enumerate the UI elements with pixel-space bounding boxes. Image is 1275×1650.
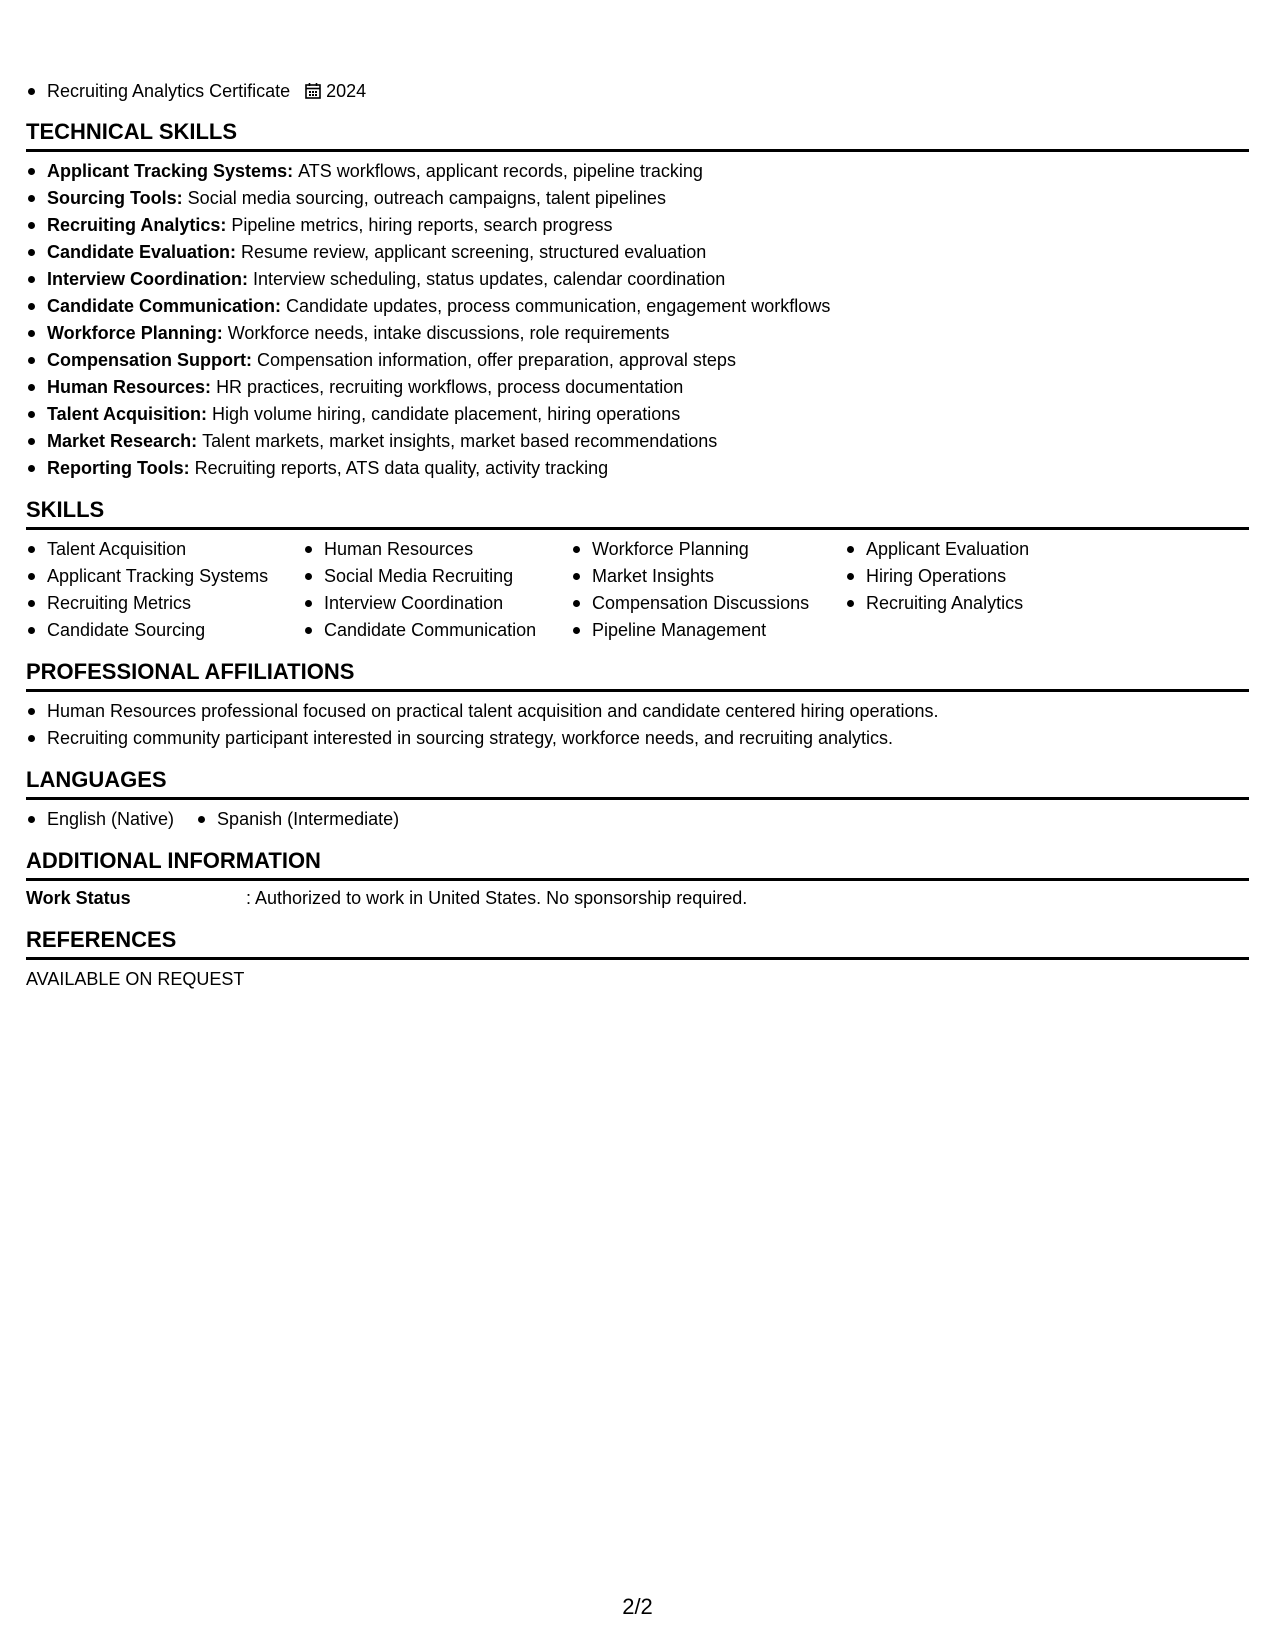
work-status-value: : Authorized to work in United States. No sponsorship required.: [246, 888, 748, 908]
bullet: [28, 708, 35, 715]
bullet: [847, 600, 854, 607]
skill-label: Applicant Tracking Systems:: [47, 161, 294, 181]
work-status-row: [26, 885, 1249, 912]
list-item: [26, 185, 1249, 212]
list-item: [26, 698, 1249, 725]
certificate-year: 2024: [326, 80, 367, 101]
bullet: [28, 438, 35, 445]
page-number: 2/2: [622, 1594, 653, 1619]
skill-label: Compensation Support:: [47, 350, 252, 370]
list-item: [571, 563, 845, 590]
references-section: [26, 926, 1249, 993]
skill-name: Social Media Recruiting: [324, 566, 514, 586]
skill-text: Pipeline metrics, hiring reports, search progress: [231, 215, 613, 235]
skills-section: [26, 496, 1249, 644]
bullet: [847, 573, 854, 580]
list-item: [571, 590, 845, 617]
bullet: [573, 546, 580, 553]
bullet: [28, 627, 35, 634]
list-item: [303, 617, 571, 644]
skill-label: Market Research:: [47, 431, 198, 451]
list-item: [26, 212, 1249, 239]
skill-label: Reporting Tools:: [47, 458, 190, 478]
skills-column: [303, 536, 571, 644]
affiliations-list: [26, 698, 1249, 752]
skills-column: [26, 536, 303, 644]
list-item: [845, 590, 1095, 617]
skill-text: HR practices, recruiting workflows, process documentation: [216, 377, 684, 397]
list-item: [26, 239, 1249, 266]
languages-list: [26, 806, 1249, 833]
skill-label: Candidate Communication:: [47, 296, 282, 316]
bullet: [305, 573, 312, 580]
resume-page: [26, 78, 1249, 993]
list-item: [26, 590, 303, 617]
bullet: [28, 465, 35, 472]
list-item: [26, 293, 1249, 320]
skill-name: Candidate Sourcing: [47, 620, 206, 640]
section-heading: SKILLS: [26, 496, 1249, 530]
list-item: [26, 347, 1249, 374]
calendar-icon: [304, 82, 322, 100]
skill-name: Compensation Discussions: [592, 593, 810, 613]
skill-text: Workforce needs, intake discussions, role requirements: [227, 323, 670, 343]
skill-text: High volume hiring, candidate placement, hiring operations: [212, 404, 681, 424]
additional-info-section: [26, 847, 1249, 912]
list-item: [26, 617, 303, 644]
bullet: [573, 600, 580, 607]
skill-label: Candidate Evaluation:: [47, 242, 237, 262]
bullet: [28, 249, 35, 256]
list-item: [303, 590, 571, 617]
language-name: English (Native): [47, 809, 175, 829]
certificate-item: [26, 78, 1249, 104]
list-item: [26, 320, 1249, 347]
skill-text: Candidate updates, process communication, engagement workflows: [286, 296, 831, 316]
bullet: [28, 816, 35, 823]
skill-name: Applicant Evaluation: [866, 539, 1030, 559]
bullet: [28, 546, 35, 553]
list-item: [845, 536, 1095, 563]
bullet: [28, 168, 35, 175]
skill-name: Workforce Planning: [592, 539, 749, 559]
bullet: [28, 573, 35, 580]
section-heading: LANGUAGES: [26, 766, 1249, 800]
skill-label: Human Resources:: [47, 377, 212, 397]
skill-text: ATS workflows, applicant records, pipeline tracking: [298, 161, 703, 181]
bullet: [28, 411, 35, 418]
list-item: [26, 563, 303, 590]
list-item: [845, 563, 1095, 590]
list-item: [26, 158, 1249, 185]
skills-column: [571, 536, 845, 644]
bullet: [305, 627, 312, 634]
skill-label: Recruiting Analytics:: [47, 215, 227, 235]
list-item: [303, 536, 571, 563]
skill-label: Interview Coordination:: [47, 269, 249, 289]
work-status-label: Work Status: [26, 888, 131, 908]
list-item: [26, 428, 1249, 455]
affiliation-text: Human Resources professional focused on practical talent acquisition and candidate centered hiring operations.: [47, 701, 939, 721]
skill-text: Talent markets, market insights, market based recommendations: [202, 431, 718, 451]
bullet: [28, 735, 35, 742]
skill-text: Recruiting reports, ATS data quality, activity tracking: [194, 458, 609, 478]
languages-section: [26, 766, 1249, 833]
bullet: [28, 357, 35, 364]
list-item: [303, 563, 571, 590]
skill-text: Interview scheduling, status updates, calendar coordination: [253, 269, 726, 289]
language-name: Spanish (Intermediate): [217, 809, 400, 829]
skill-name: Talent Acquisition: [47, 539, 187, 559]
affiliations-section: [26, 658, 1249, 752]
references-text: AVAILABLE ON REQUEST: [26, 969, 245, 989]
list-item: [26, 725, 1249, 752]
skill-name: Human Resources: [324, 539, 474, 559]
affiliation-text: Recruiting community participant interested in sourcing strategy, workforce needs, and recruiting analytics.: [47, 728, 894, 748]
list-item: [26, 374, 1249, 401]
skill-text: Compensation information, offer preparation, approval steps: [257, 350, 736, 370]
list-item: [196, 806, 399, 833]
section-heading: ADDITIONAL INFORMATION: [26, 847, 1249, 881]
bullet: [28, 600, 35, 607]
bullet: [28, 222, 35, 229]
list-item: [26, 401, 1249, 428]
section-heading: TECHNICAL SKILLS: [26, 118, 1249, 152]
bullet: [305, 546, 312, 553]
skill-name: Recruiting Metrics: [47, 593, 192, 613]
bullet: [847, 546, 854, 553]
bullet: [28, 88, 35, 95]
bullet: [573, 627, 580, 634]
section-heading: PROFESSIONAL AFFILIATIONS: [26, 658, 1249, 692]
skill-text: Social media sourcing, outreach campaigns, talent pipelines: [187, 188, 666, 208]
bullet: [28, 276, 35, 283]
list-item: [26, 536, 303, 563]
skill-name: Market Insights: [592, 566, 715, 586]
list-item: [26, 806, 174, 833]
skill-name: Hiring Operations: [866, 566, 1007, 586]
skill-label: Workforce Planning:: [47, 323, 223, 343]
bullet: [28, 384, 35, 391]
bullet: [573, 573, 580, 580]
bullet: [28, 330, 35, 337]
skill-name: Candidate Communication: [324, 620, 537, 640]
bullet: [28, 303, 35, 310]
skill-name: Applicant Tracking Systems: [47, 566, 269, 586]
list-item: [571, 617, 845, 644]
skills-column: [845, 536, 1095, 644]
certificate-name: Recruiting Analytics Certificate: [47, 80, 291, 101]
skill-name: Recruiting Analytics: [866, 593, 1024, 613]
skill-name: Pipeline Management: [592, 620, 767, 640]
bullet: [305, 600, 312, 607]
skill-name: Interview Coordination: [324, 593, 504, 613]
list-item: [26, 266, 1249, 293]
bullet: [198, 816, 205, 823]
skill-label: Talent Acquisition:: [47, 404, 207, 424]
list-item: [26, 455, 1249, 482]
skills-grid: [26, 536, 1249, 644]
technical-skills-section: [26, 118, 1249, 482]
technical-skills-list: [26, 158, 1249, 482]
skill-text: Resume review, applicant screening, structured evaluation: [241, 242, 707, 262]
bullet: [28, 195, 35, 202]
section-heading: REFERENCES: [26, 926, 1249, 960]
list-item: [571, 536, 845, 563]
skill-label: Sourcing Tools:: [47, 188, 183, 208]
